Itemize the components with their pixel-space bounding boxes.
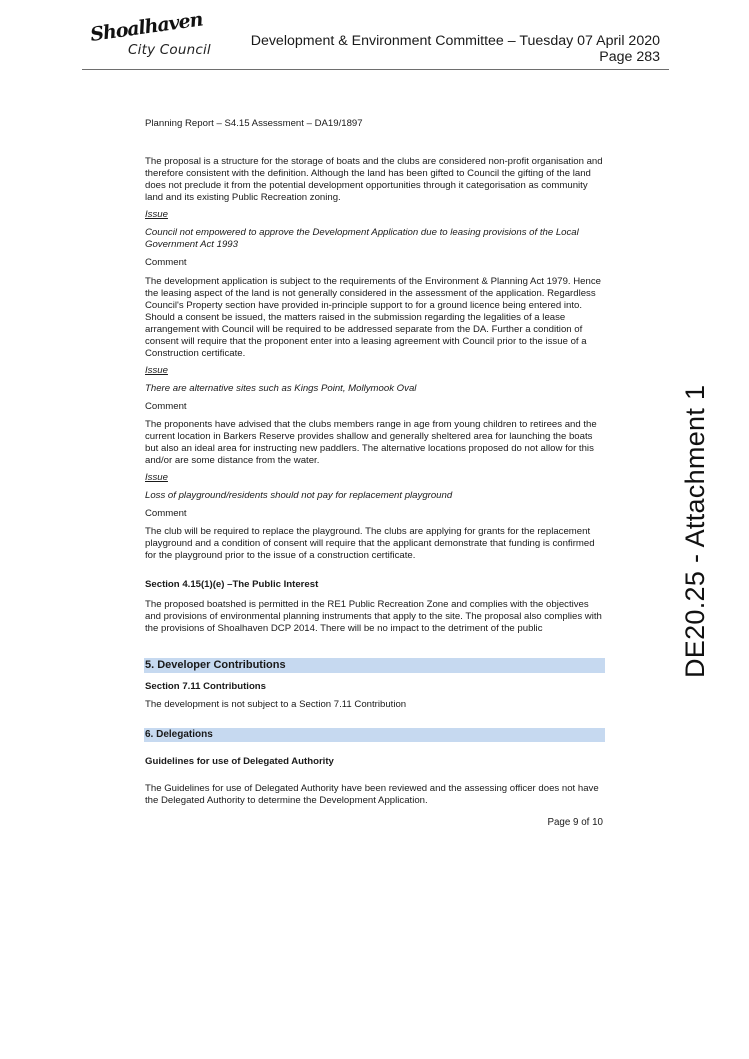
comment-1-text: The development application is subject to the requirements of the Environment & Planning Act 1979. Hence the leasing aspect of the land is not generally considered in the assessment of the application. Regardless Council's Property section have provided in-principle support to for a ground licence being entered into. Should a consent be issued, the matters raised in the submission regarding the legalities of a lease arrangement with Council will be required to be addressed separate from the DA. Further a condition of consent will require that the proponent enter into a leasing agreement with Council prior to the issue of a Construction certificate.	[145, 276, 601, 359]
section-6-text: The Guidelines for use of Delegated Authority have been reviewed and the assessing officer does not have the Delegated Authority to determine the Development Application.	[145, 783, 599, 806]
comment-3-label: Comment	[145, 508, 187, 519]
issue-2-text: There are alternative sites such as Kings Point, Mollymook Oval	[145, 383, 417, 394]
section-5-subheading: Section 7.11 Contributions	[145, 681, 267, 692]
issue-3-text: Loss of playground/residents should not pay for replacement playground	[145, 490, 453, 501]
report-title: Planning Report – S4.15 Assessment – DA19/1897	[145, 118, 363, 129]
comment-2-text: The proponents have advised that the clubs members range in age from young children to retirees and the current location in Barkers Reserve provides shallow and generally sheltered area for launching the boats but also an ideal area for instructing new paddlers. The alternative locations proposed do not allow for this and/or are some distance from the water.	[145, 419, 597, 466]
public-interest-heading: Section 4.15(1)(e) –The Public Interest	[145, 579, 319, 590]
public-interest-text: The proposed boatshed is permitted in the RE1 Public Recreation Zone and complies with the objectives and provisions of environmental planning instruments that apply to the site. The proposal also complies with the provisions of Shoalhaven DCP 2014. There will be no impact to the detriment of the public	[145, 599, 602, 634]
section-6-subheading: Guidelines for use of Delegated Authority	[145, 756, 334, 767]
committee-title: Development & Environment Committee – Tuesday 07 April 2020	[250, 33, 660, 49]
section-5-text: The development is not subject to a Section 7.11 Contribution	[145, 699, 407, 710]
comment-2-label: Comment	[145, 401, 187, 412]
header-page-number: Page 283	[599, 49, 660, 65]
intro-paragraph: The proposal is a structure for the storage of boats and the clubs are considered non-profit organisation and therefore consistent with the definition. Although the land has been gifted to Council the gifting of the land does not preclude it from the potential development opportunities through it categorisation as community land and its existing Public Recreation zoning.	[145, 156, 603, 203]
comment-1-label: Comment	[145, 257, 187, 268]
page-of-footer: Page 9 of 10	[547, 817, 603, 828]
issue-1-label: Issue	[145, 209, 168, 220]
issue-1-text: Council not empowered to approve the Development Application due to leasing provisions of the Local Government Act 1993	[145, 227, 579, 250]
attachment-side-label: DE20.25 - Attachment 1	[680, 384, 710, 678]
section-6-heading: 6. Delegations	[144, 728, 605, 742]
issue-3-label: Issue	[145, 472, 168, 483]
issue-2-label: Issue	[145, 365, 168, 376]
logo-script-text: Shoalhaven	[88, 8, 204, 46]
logo-subtitle: City Council	[128, 42, 211, 58]
section-5-heading: 5. Developer Contributions	[144, 658, 605, 673]
page-header	[82, 8, 669, 70]
council-logo	[88, 8, 217, 64]
comment-3-text: The club will be required to replace the playground. The clubs are applying for grants for the replacement playground and a condition of consent will require that the applicant demonstrate that funding is confirmed for the playground prior to the issue of a construction certificate.	[145, 526, 595, 561]
